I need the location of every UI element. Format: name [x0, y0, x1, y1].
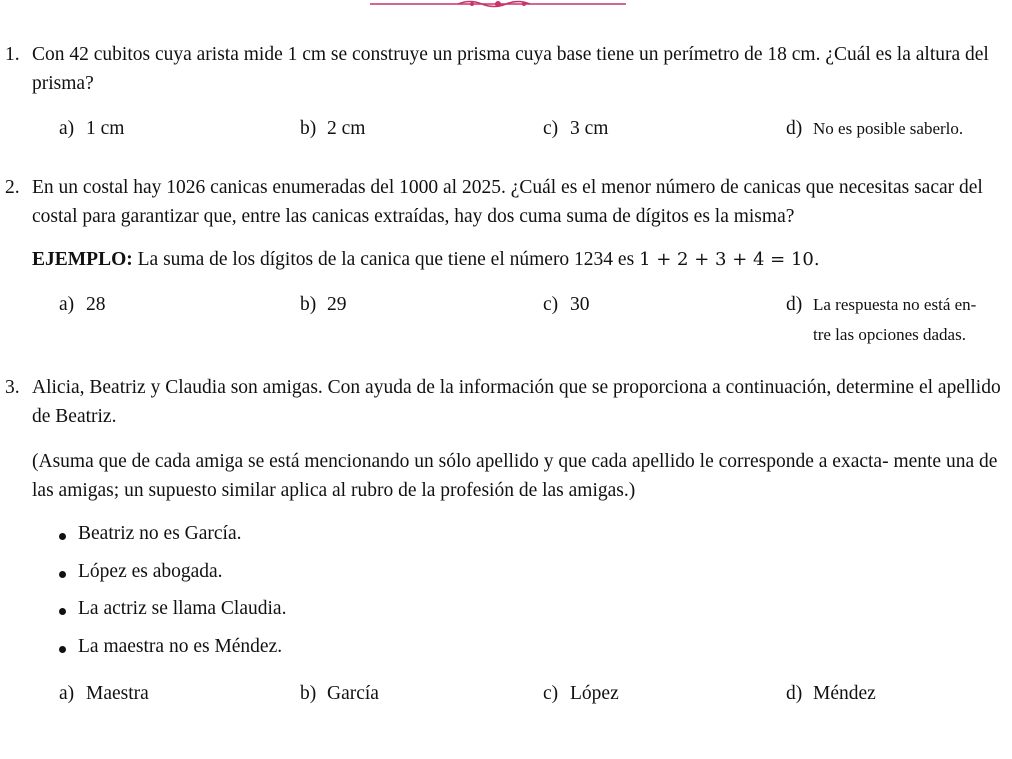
example-label: EJEMPLO: — [32, 249, 133, 270]
option-d[interactable] — [786, 118, 963, 140]
option-d[interactable] — [786, 683, 876, 705]
option-text: 29 — [327, 294, 347, 315]
option-label: b) — [300, 294, 317, 315]
question-number: 1. — [5, 44, 20, 65]
option-text: 1 cm — [86, 118, 125, 139]
option-text: 28 — [86, 294, 106, 315]
ornament-divider — [370, 0, 626, 10]
option-text: Méndez — [813, 683, 876, 704]
example-line — [0, 245, 1004, 274]
options-q2 — [0, 294, 1004, 324]
option-a[interactable] — [59, 118, 124, 140]
question-text: Con 42 cubitos cuya arista mide 1 cm se construye un prisma cuya base tiene un perímetro de 18 cm. ¿Cuál es la altura del prisma? — [32, 44, 989, 94]
example-text: La suma de los dígitos de la canica que tiene el número 1234 es — [137, 249, 635, 270]
question-note — [0, 447, 1004, 505]
option-text: 3 cm — [570, 118, 609, 139]
clue-text: La actriz se llama Claudia. — [78, 598, 287, 619]
bullet-dot — [59, 533, 66, 540]
bullet-dot — [59, 571, 66, 578]
clue-text: López es abogada. — [78, 561, 223, 582]
option-label: c) — [543, 683, 559, 704]
option-text: Maestra — [86, 683, 149, 704]
option-c[interactable] — [543, 683, 619, 705]
option-label: a) — [59, 683, 75, 704]
option-label: a) — [59, 294, 75, 315]
option-label: b) — [300, 683, 317, 704]
question-2 — [0, 173, 1004, 231]
option-d-continued — [0, 325, 1004, 355]
option-c[interactable] — [543, 294, 590, 316]
option-text: 2 cm — [327, 118, 366, 139]
option-label: d) — [786, 118, 803, 139]
question-text: En un costal hay 1026 canicas enumeradas del 1000 al 2025. ¿Cuál es el menor número de canicas que necesitas sacar del costal para garantizar que, entre las canicas extraídas, hay dos cuma suma de dígitos es la misma? — [32, 177, 983, 227]
option-label: c) — [543, 294, 559, 315]
option-label: d) — [786, 683, 803, 704]
bullet-dot — [59, 646, 66, 653]
option-label: c) — [543, 118, 559, 139]
question-1 — [0, 40, 1004, 98]
question-number: 3. — [5, 377, 20, 398]
option-a[interactable] — [59, 683, 149, 705]
question-3 — [0, 373, 1004, 431]
option-label: a) — [59, 118, 75, 139]
option-a[interactable] — [59, 294, 106, 316]
option-c[interactable] — [543, 118, 608, 140]
options-q1 — [0, 118, 1004, 148]
option-text: La respuesta no está en- — [813, 295, 977, 314]
question-number: 2. — [5, 177, 20, 198]
bullet-dot — [59, 608, 66, 615]
note-text: (Asuma que de cada amiga se está mencionando un sólo apellido y que cada apellido le corresponde a exacta- mente una de las amigas; un supuesto similar aplica al rubro de la profesión de las amigas.) — [32, 451, 998, 501]
options-q3 — [0, 683, 1004, 713]
option-text-continued: tre las opciones dadas. — [813, 325, 966, 344]
option-text: No es posible saberlo. — [813, 119, 964, 138]
option-label: d) — [786, 294, 803, 315]
option-b[interactable] — [300, 683, 379, 705]
option-b[interactable] — [300, 118, 365, 140]
option-text: 30 — [570, 294, 590, 315]
example-math: 1 + 2 + 3 + 4 = 10. — [639, 249, 820, 270]
option-d[interactable] — [786, 294, 976, 316]
option-label: b) — [300, 118, 317, 139]
question-text: Alicia, Beatriz y Claudia son amigas. Con ayuda de la información que se proporciona a continuación, determine el apellido de Beatriz. — [32, 377, 1001, 427]
option-text: García — [327, 683, 379, 704]
option-b[interactable] — [300, 294, 347, 316]
clue-text: Beatriz no es García. — [78, 523, 242, 544]
clue-text: La maestra no es Méndez. — [78, 636, 283, 657]
option-text: López — [570, 683, 619, 704]
